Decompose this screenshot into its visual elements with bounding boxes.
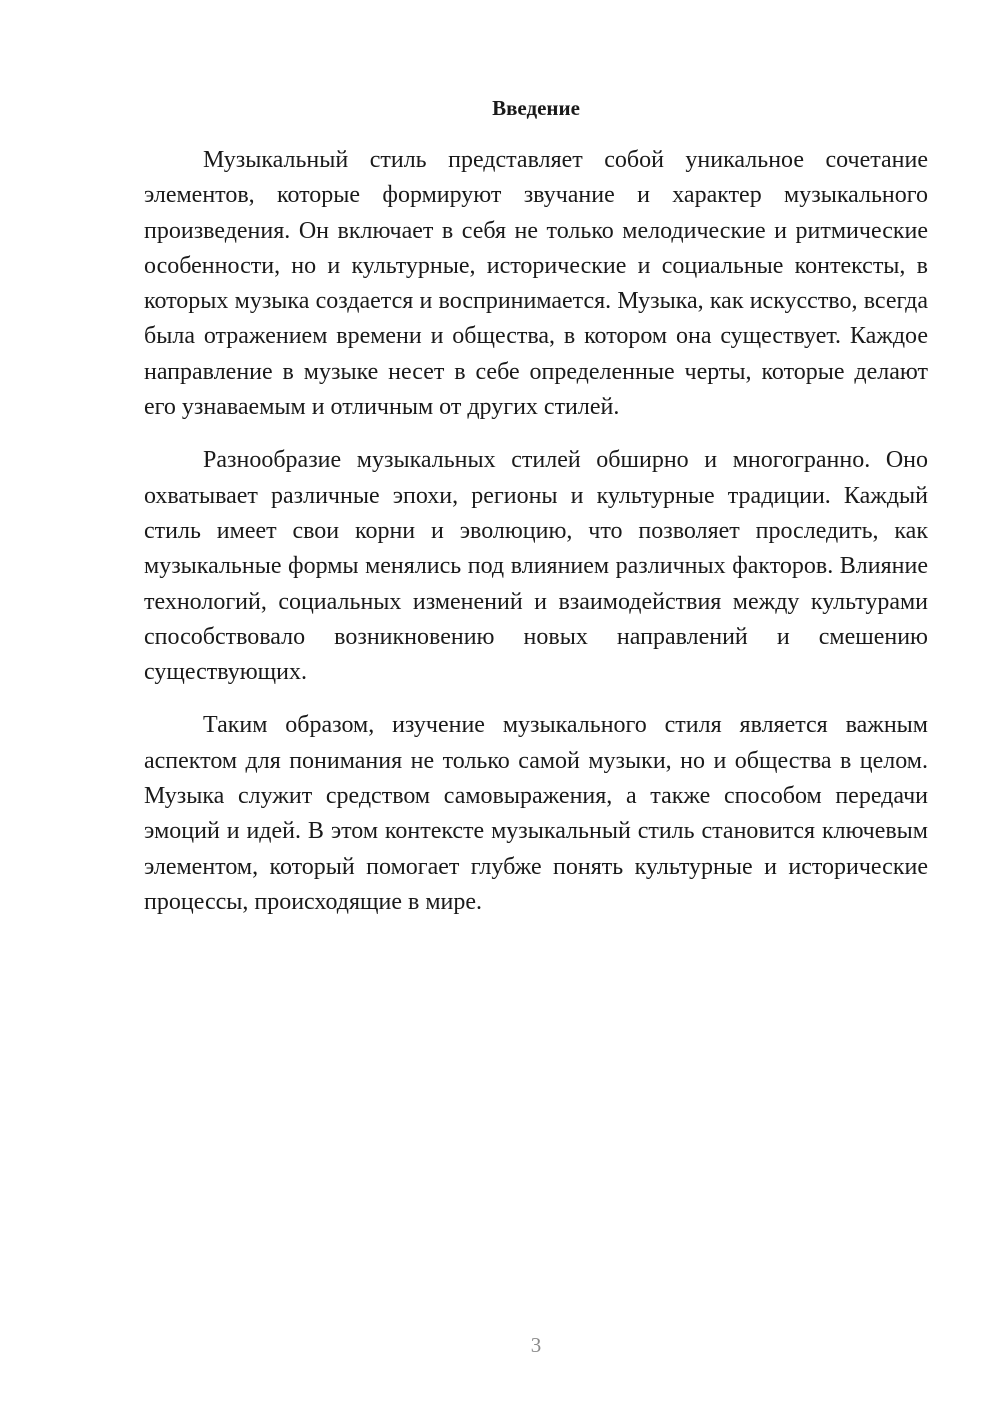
paragraph-1: Музыкальный стиль представляет собой уникальное сочетание элементов, которые формируют звучание и характер музыкального произведения. Он включает в себя не только мелодические и ритмические особенности, но и культурные, исторические и социальные контексты, в которых музыка создается и воспринимается. Музыка, как искусство, всегда была отражением времени и общества, в котором она существует. Каждое направление в музыке несет в себе определенные черты, которые делают его узнаваемым и отличным от других стилей. bbox=[144, 147, 928, 421]
paragraph-3: Таким образом, изучение музыкального стиля является важным аспектом для понимания не только самой музыки, но и общества в целом. Музыка служит средством самовыражения, а также способом передачи эмоций и идей. В этом контексте музыкальный стиль становится ключевым элементом, который помогает глубже понять культурные и исторические процессы, происходящие в мире. bbox=[144, 712, 928, 915]
paragraph-2: Разнообразие музыкальных стилей обширно и многогранно. Оно охватывает различные эпохи, регионы и культурные традиции. Каждый стиль имеет свои корни и эволюцию, что позволяет проследить, как музыкальные формы менялись под влиянием различных факторов. Влияние технологий, социальных изменений и взаимодействия между культурами способствовало возникновению новых направлений и смешению существующих. bbox=[144, 447, 928, 686]
section-heading: Введение bbox=[492, 96, 580, 120]
page-number: 3 bbox=[530, 1333, 542, 1357]
body-text bbox=[144, 143, 928, 938]
